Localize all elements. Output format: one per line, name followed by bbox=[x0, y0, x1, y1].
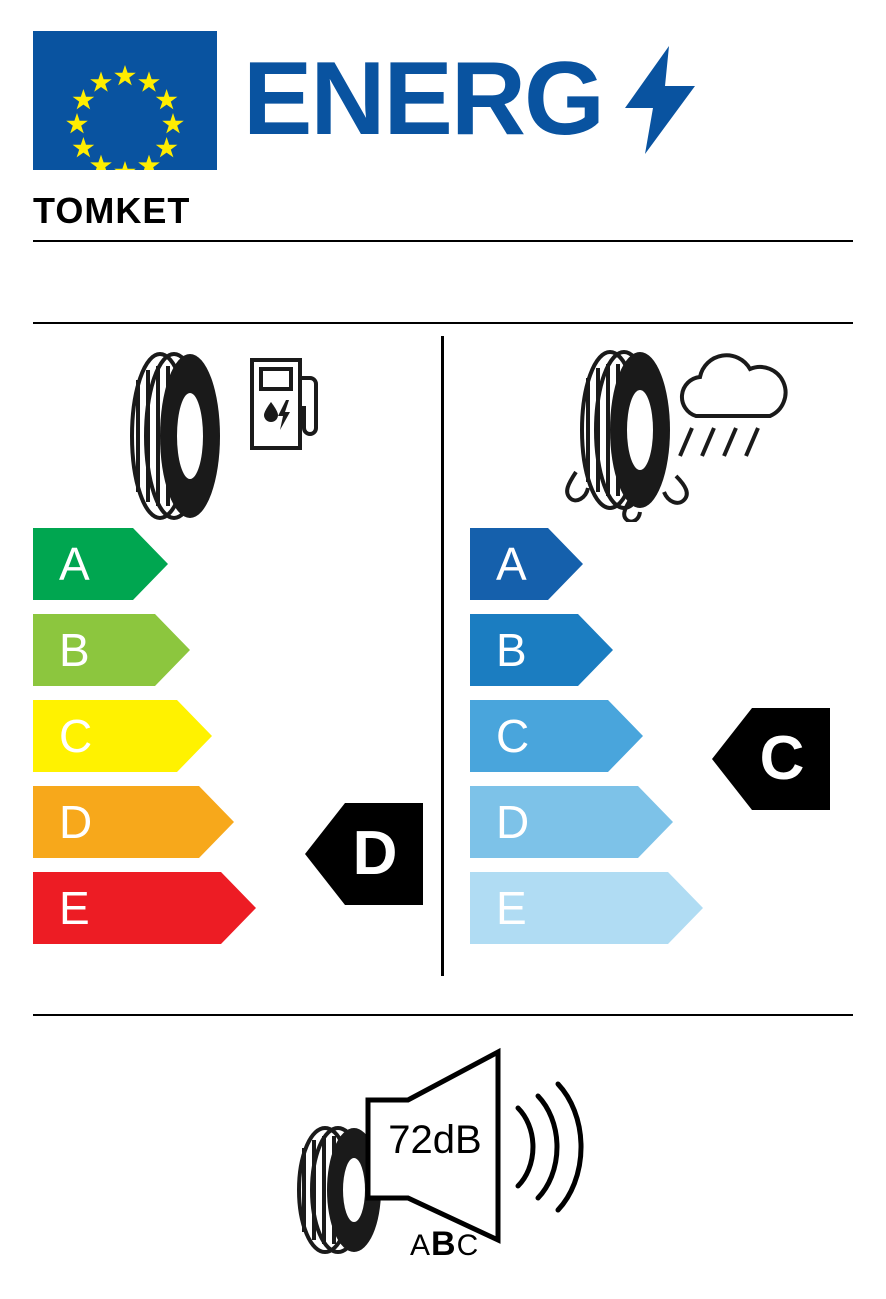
divider-brand bbox=[33, 240, 853, 242]
energy-wordmark-text: ENERG bbox=[243, 41, 603, 157]
fuel-class-b-letter: B bbox=[59, 624, 90, 676]
fuel-class-c-letter: C bbox=[59, 710, 93, 762]
wet-rating-marker bbox=[712, 700, 830, 818]
fuel-class-e-letter: E bbox=[59, 882, 90, 934]
lightning-bolt-icon bbox=[625, 46, 695, 154]
tyre-icon-fuel bbox=[118, 350, 234, 527]
wet-class-c-letter: C bbox=[496, 710, 530, 762]
eu-flag bbox=[33, 31, 217, 170]
noise-class-a: A bbox=[410, 1229, 432, 1262]
wet-class-b-letter: B bbox=[496, 624, 527, 676]
rain-cloud-icon bbox=[672, 350, 792, 485]
wet-rating-letter: C bbox=[759, 724, 805, 793]
noise-class-b: B bbox=[431, 1225, 457, 1263]
fuel-rating-marker bbox=[305, 795, 423, 913]
fuel-class-a-letter: A bbox=[59, 538, 90, 590]
noise-section bbox=[280, 1040, 610, 1270]
noise-value: 72dB bbox=[388, 1118, 482, 1162]
wet-class-a-letter: A bbox=[496, 538, 527, 590]
divider-vertical bbox=[441, 336, 444, 976]
fuel-pump-icon bbox=[248, 352, 320, 457]
wet-class-d-letter: D bbox=[496, 796, 530, 848]
noise-class-scale bbox=[410, 1225, 479, 1264]
noise-class-c: C bbox=[456, 1229, 480, 1262]
divider-bottom bbox=[33, 1014, 853, 1016]
wet-class-e-letter: E bbox=[496, 882, 527, 934]
fuel-rating-letter: D bbox=[352, 819, 398, 888]
fuel-class-d-letter: D bbox=[59, 796, 93, 848]
divider-top bbox=[33, 322, 853, 324]
brand-name: TOMKET bbox=[33, 190, 191, 231]
